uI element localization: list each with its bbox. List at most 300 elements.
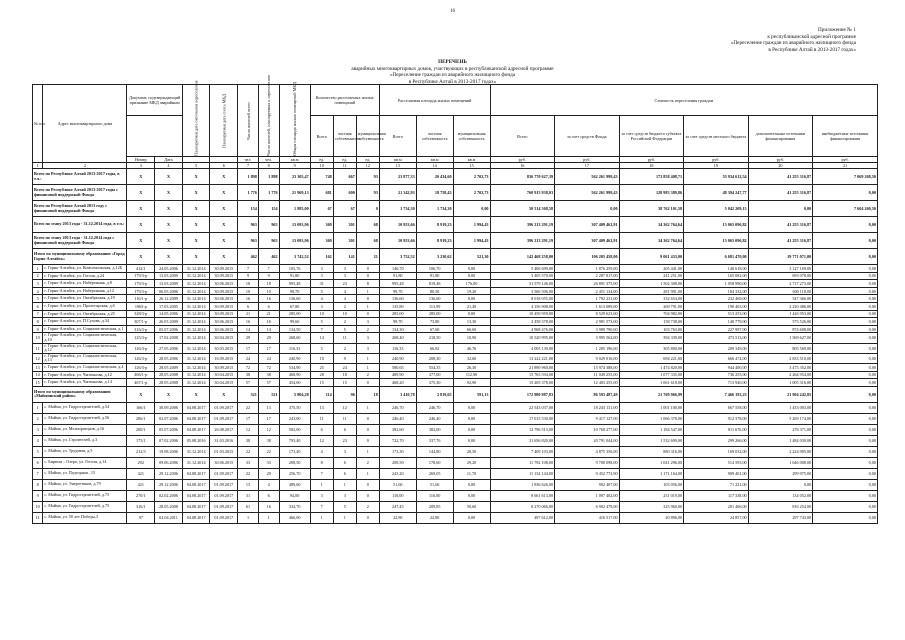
- summary-value: 41 255 316,87: [748, 217, 813, 233]
- table-cell: 1 502 308,00: [619, 280, 684, 288]
- summary-value: 0,00: [813, 233, 878, 249]
- address-cell: с. Майма, ул. Энергетиков, д.79: [43, 479, 127, 490]
- table-cell: 30.09.2015: [210, 265, 238, 273]
- table-cell: 66,82: [416, 343, 453, 353]
- summary-label: Всего по этапу 2013 года - 31.12.2014 года, в т.ч.:: [33, 217, 127, 233]
- table-cell: 0: [356, 479, 379, 490]
- table-cell: 21: [258, 310, 279, 318]
- table-cell: 4: [333, 295, 356, 303]
- unit: руб.: [748, 157, 813, 163]
- table-cell: 11: [333, 413, 356, 424]
- address-cell: г. Горно-Алтайск, ул. Набережная, д.12: [43, 287, 127, 295]
- table-cell: 704 982,00: [619, 310, 684, 318]
- address-cell: с. Майма, ул. Строителей, д.3: [43, 435, 127, 446]
- column-index: 13: [379, 163, 416, 169]
- table-row: [33, 479, 878, 490]
- table-cell: 3 127 169,00: [748, 265, 813, 273]
- table-cell: 15 205 378,00: [490, 379, 555, 387]
- table-cell: 116,33: [279, 343, 310, 353]
- table-cell: 1 876 259,00: [555, 265, 620, 273]
- table-cell: 67,60: [416, 325, 453, 333]
- table-cell: 31: [310, 280, 333, 288]
- table-cell: 0,00: [813, 402, 878, 413]
- table-cell: 2 224 905,00: [748, 446, 813, 457]
- table-cell: 5 269 174,00: [748, 413, 813, 424]
- table-cell: 31.12.2014: [182, 318, 210, 326]
- address-cell: г. Горно-Алтайск, ул. Социалистическая, д.13: [43, 353, 127, 363]
- summary-value: 172 980 987,83: [490, 386, 555, 402]
- summary-value: 1 734,30: [416, 201, 453, 217]
- table-cell: 24 857,00: [684, 512, 749, 523]
- summary-value: 20 434,60: [416, 169, 453, 185]
- table-cell: 28,50: [453, 446, 490, 457]
- table-cell: 30.09.2006: [155, 402, 183, 413]
- table-cell: 31.12.2014: [182, 353, 210, 363]
- summary-value: X: [127, 233, 155, 249]
- summary-value: 963: [258, 233, 279, 249]
- summary-value: 2 819,65: [416, 386, 453, 402]
- table-cell: 793,40: [279, 435, 310, 446]
- summary-value: X: [155, 217, 183, 233]
- summary-value: 48 394 247,77: [684, 185, 749, 201]
- table-cell: 30.06.2015: [210, 295, 238, 303]
- col-settled-total: Всего: [310, 116, 333, 157]
- table-cell: 0,00: [813, 325, 878, 333]
- table-cell: 28.05.2006: [155, 353, 183, 363]
- table-cell: 5: [33, 446, 43, 457]
- table-cell: 0: [356, 272, 379, 280]
- table-cell: 02.04.2011: [155, 512, 183, 523]
- table-cell: 325 960,00: [619, 501, 684, 512]
- table-cell: 179/3-р: [127, 280, 155, 288]
- table-cell: 02.07.2006: [155, 413, 183, 424]
- table-cell: 23: [333, 280, 356, 288]
- table-cell: 281 991,00: [619, 287, 684, 295]
- table-cell: 73,80: [416, 318, 453, 326]
- col-doc-date: Дата: [155, 157, 183, 163]
- table-cell: 31.12.2014: [182, 272, 210, 280]
- column-index: 11: [333, 163, 356, 169]
- summary-value: 86 593 487,49: [555, 386, 620, 402]
- table-cell: 30.03.2015: [210, 343, 238, 353]
- table-cell: 22,80: [379, 512, 416, 523]
- summary-value: X: [182, 201, 210, 217]
- table-cell: 2: [333, 343, 356, 353]
- summary-value: 67: [333, 201, 356, 217]
- table-cell: 0,00: [813, 333, 878, 343]
- table-cell: 33: [238, 457, 259, 468]
- summary-value: X: [127, 201, 155, 217]
- table-cell: 209 349,00: [684, 343, 749, 353]
- table-cell: 6: [333, 468, 356, 479]
- summary-row: [33, 169, 878, 185]
- table-cell: 31.12.2014: [182, 280, 210, 288]
- table-cell: 18 243 131,00: [555, 402, 620, 413]
- table-cell: 13.03.2009: [155, 280, 183, 288]
- table-cell: 7: [310, 501, 333, 512]
- table-cell: 292: [127, 457, 155, 468]
- table-cell: 51,60: [416, 479, 453, 490]
- summary-value: X: [182, 233, 210, 249]
- table-row: [33, 302, 878, 310]
- summary-value: X: [210, 249, 238, 265]
- table-row: [33, 265, 878, 273]
- summary-value: 3 742,52: [279, 249, 310, 265]
- table-cell: 208,50: [379, 457, 416, 468]
- table-cell: 91,80: [279, 272, 310, 280]
- table-cell: 268,60: [279, 333, 310, 343]
- column-index: 6: [210, 163, 238, 169]
- table-cell: 8 529 623,00: [555, 310, 620, 318]
- table-cell: 514 593,00: [684, 457, 749, 468]
- table-cell: 22 543 037,00: [490, 402, 555, 413]
- table-cell: 10: [238, 287, 259, 295]
- table-cell: 11,70: [453, 468, 490, 479]
- table-cell: 4: [258, 479, 279, 490]
- table-cell: 240,90: [379, 353, 416, 363]
- table-cell: 26.12.2009: [155, 295, 183, 303]
- table-cell: 0,00: [813, 435, 878, 446]
- table-cell: 30.09.2015: [210, 272, 238, 280]
- table-cell: 209,85: [416, 501, 453, 512]
- table-cell: 0: [356, 379, 379, 387]
- summary-value: 23 305,47: [279, 169, 310, 185]
- table-row: [33, 272, 878, 280]
- table-cell: 125/3-р: [127, 333, 155, 343]
- unit: руб.: [684, 157, 749, 163]
- summary-value: 963: [238, 233, 259, 249]
- table-cell: 1 097 402,00: [555, 490, 620, 501]
- table-cell: 126/3-р: [127, 363, 155, 371]
- table-cell: 0: [356, 413, 379, 424]
- table-cell: 909 401,00: [684, 468, 749, 479]
- summary-value: X: [127, 169, 155, 185]
- table-cell: 736 255,00: [684, 371, 749, 379]
- table-cell: 29: [258, 468, 279, 479]
- table-cell: 31.12.2014: [182, 325, 210, 333]
- table-cell: 4 968 476,00: [490, 325, 555, 333]
- table-cell: 12 403 255,00: [555, 379, 620, 387]
- table-cell: 25: [310, 363, 333, 371]
- table-cell: 135,80: [379, 302, 416, 310]
- table-cell: 547 366,00: [748, 295, 813, 303]
- table-row: [33, 353, 878, 363]
- table-cell: 3 405 570,00: [490, 272, 555, 280]
- summary-value: 307 409 462,91: [555, 233, 620, 249]
- summary-value: 5 804,28: [279, 386, 310, 402]
- table-cell: 9: [258, 272, 279, 280]
- summary-value: 562 261 999,43: [555, 169, 620, 185]
- table-cell: 489,60: [279, 479, 310, 490]
- table-cell: 8 661 613,00: [490, 490, 555, 501]
- table-cell: 944 400,00: [684, 363, 749, 371]
- table-cell: 0: [356, 512, 379, 523]
- table-cell: 15 763 594,00: [490, 371, 555, 379]
- table-cell: 6: [333, 424, 356, 435]
- table-cell: 256,70: [279, 468, 310, 479]
- table-cell: 72: [258, 363, 279, 371]
- table-cell: 0,00: [813, 371, 878, 379]
- table-cell: 29.12.2006: [155, 468, 183, 479]
- table-cell: 1: [356, 363, 379, 371]
- table-cell: 269 791,00: [619, 302, 684, 310]
- table-cell: 30.06.2015: [210, 457, 238, 468]
- table-row: [33, 446, 878, 457]
- table-cell: 1: [258, 512, 279, 523]
- table-cell: 580,65: [379, 363, 416, 371]
- table-cell: 14: [33, 371, 43, 379]
- col-settled: Количество расселяемых жилых помещений: [310, 85, 379, 116]
- table-cell: 28.05.2009: [155, 363, 183, 371]
- summary-value: 0,00: [453, 201, 490, 217]
- table-cell: 6: [258, 490, 279, 501]
- col-residents-planned: Число жителей, планируемых к переселению: [258, 85, 279, 157]
- summary-value: X: [155, 201, 183, 217]
- summary-value: 3 410,78: [379, 386, 416, 402]
- summary-row: [33, 201, 878, 217]
- table-cell: 328/3-р: [127, 310, 155, 318]
- table-cell: 8 018 055,00: [490, 295, 555, 303]
- table-cell: 05.08.2016: [182, 435, 210, 446]
- summary-value: 34 362 764,64: [619, 217, 684, 233]
- summary-value: 462: [238, 249, 259, 265]
- table-cell: 158 738,00: [619, 318, 684, 326]
- table-cell: 4 156 908,00: [490, 302, 555, 310]
- table-cell: 1 474 820,00: [619, 363, 684, 371]
- table-cell: 3: [356, 333, 379, 343]
- table-row: [33, 490, 878, 501]
- col-cost-local: за счет средств местного бюджета: [684, 116, 749, 157]
- table-cell: 21 890 960,00: [490, 363, 555, 371]
- table-cell: 1 066 378,00: [619, 413, 684, 424]
- table-cell: 3: [310, 302, 333, 310]
- title-line: «Переселение граждан из аварийного жилищного фонда: [389, 72, 516, 79]
- table-cell: 31.12.2014: [182, 371, 210, 379]
- address-cell: с. Майма, ул. Гидростроителей, д.54: [43, 402, 127, 413]
- table-cell: 0,00: [813, 379, 878, 387]
- table-cell: 10: [258, 287, 279, 295]
- table-cell: 1: [238, 512, 259, 523]
- table-cell: 0,00: [813, 501, 878, 512]
- table-cell: 13 222 221,00: [490, 353, 555, 363]
- table-cell: 16: [258, 295, 279, 303]
- table-cell: 6: [333, 457, 356, 468]
- address-cell: г. Горно-Алтайск, ул. Социалистическая, д.4: [43, 363, 127, 371]
- col-cost: Стоимость переселения граждан: [490, 85, 877, 116]
- appendix-note: [656, 27, 856, 53]
- table-cell: 2 717 273,00: [748, 280, 813, 288]
- table-cell: 667 558,00: [684, 402, 749, 413]
- table-cell: 268,40: [379, 333, 416, 343]
- table-cell: 146,70: [379, 265, 416, 273]
- table-cell: 2 833 510,00: [748, 353, 813, 363]
- table-cell: 92,90: [453, 379, 490, 387]
- col-planned-demolition: Планируемая дата сноса МКД: [210, 85, 238, 157]
- table-cell: 0,00: [453, 512, 490, 523]
- column-index: 7: [238, 163, 259, 169]
- col-cost-other: внебюджетные источники финансирования: [813, 116, 878, 157]
- table-cell: 247,45: [379, 501, 416, 512]
- unit: ед.: [356, 157, 379, 163]
- table-cell: 285,00: [279, 310, 310, 318]
- table-cell: 19,20: [453, 287, 490, 295]
- table-cell: 32,60: [453, 353, 490, 363]
- table-cell: 09.06.2006: [155, 457, 183, 468]
- summary-value: 0,00: [813, 185, 878, 201]
- summary-value: 18 758,43: [416, 185, 453, 201]
- table-cell: 6: [238, 302, 259, 310]
- table-cell: 0: [356, 424, 379, 435]
- address-cell: г. Горно-Алтайск, ул. Комсомольская, д.12Б: [43, 265, 127, 273]
- table-cell: 3: [333, 272, 356, 280]
- table-cell: 270/1: [127, 490, 155, 501]
- table-cell: 30.04.2015: [210, 371, 238, 379]
- summary-value: X: [182, 217, 210, 233]
- table-cell: 2: [356, 325, 379, 333]
- table-cell: 04.08.2017: [182, 402, 210, 413]
- summary-value: 114: [310, 386, 333, 402]
- table-cell: 190 403,00: [684, 302, 749, 310]
- table-cell: 2: [333, 302, 356, 310]
- table-cell: 13: [310, 402, 333, 413]
- summary-value: 0,00: [555, 201, 620, 217]
- table-row: [33, 310, 878, 318]
- table-cell: 10,90: [453, 333, 490, 343]
- table-cell: 0,00: [813, 353, 878, 363]
- table-cell: 1: [356, 468, 379, 479]
- table-cell: 819,48: [416, 280, 453, 288]
- table-cell: 24: [258, 353, 279, 363]
- table-cell: 1: [356, 302, 379, 310]
- table-cell: 305 800,00: [619, 343, 684, 353]
- unit: ед.: [333, 157, 356, 163]
- table-cell: 23: [333, 435, 356, 446]
- table-cell: 04.08.2017: [182, 501, 210, 512]
- address-cell: с. Майма, ул. Мелиораторов, д.16: [43, 424, 127, 435]
- summary-value: 21 342,93: [379, 185, 416, 201]
- summary-label: Всего по Республике Алтай 2013 году с финансовой поддержкой Фонда: [33, 201, 127, 217]
- summary-value: 0,00: [813, 217, 878, 233]
- table-cell: 7: [258, 265, 279, 273]
- table-cell: 9: [33, 325, 43, 333]
- summary-row: [33, 233, 878, 249]
- column-index: 3: [127, 163, 155, 169]
- table-cell: 24: [238, 353, 259, 363]
- table-cell: 489,90: [379, 371, 416, 379]
- address-cell: г. Горно-Алтайск, ул. П.Сухова, д.34: [43, 318, 127, 326]
- column-index: 12: [356, 163, 379, 169]
- table-cell: 600 118,00: [748, 287, 813, 295]
- table-cell: 0: [356, 310, 379, 318]
- table-cell: 243,20: [379, 468, 416, 479]
- table-cell: 28.05.2008: [155, 371, 183, 379]
- summary-value: X: [155, 233, 183, 249]
- summary-value: 154: [238, 201, 259, 217]
- col-cost-extra: дополнительные источники финансирования: [748, 116, 813, 157]
- table-cell: 4: [33, 287, 43, 295]
- table-cell: 24: [333, 363, 356, 371]
- address-cell: с. Майма, ул. Гидростроителей, д.56: [43, 413, 127, 424]
- table-cell: 3: [333, 265, 356, 273]
- column-index: 5: [182, 163, 210, 169]
- table-cell: 17: [258, 413, 279, 424]
- summary-value: 7 604 260,50: [813, 201, 878, 217]
- table-cell: 3 989 790,00: [555, 325, 620, 333]
- table-cell: 0: [356, 295, 379, 303]
- table-cell: 0,00: [813, 265, 878, 273]
- table-cell: 0,00: [453, 479, 490, 490]
- table-cell: 17.03.2005: [155, 302, 183, 310]
- summary-value: 13 065 096,82: [684, 233, 749, 249]
- table-cell: 1 433 003,00: [748, 402, 813, 413]
- summary-value: 141: [333, 249, 356, 265]
- table-cell: 1 205 196,00: [555, 343, 620, 353]
- table-cell: 1 836 626,00: [490, 479, 555, 490]
- table-cell: 38: [258, 371, 279, 379]
- summary-value: X: [155, 169, 183, 185]
- summary-value: 8 919,23: [416, 217, 453, 233]
- table-row: [33, 295, 878, 303]
- table-cell: 0,00: [813, 310, 878, 318]
- table-cell: 179/3-р: [127, 272, 155, 280]
- table-cell: 16: [258, 501, 279, 512]
- summary-value: 0,00: [813, 249, 878, 265]
- table-cell: 0,00: [453, 402, 490, 413]
- table-cell: 1: [33, 265, 43, 273]
- summary-value: 2 702,73: [453, 169, 490, 185]
- table-cell: 0,00: [813, 446, 878, 457]
- table-cell: 136,60: [416, 295, 453, 303]
- table-cell: 3 475 352,00: [748, 363, 813, 371]
- table-row: [33, 333, 878, 343]
- table-cell: 1 058 990,00: [684, 280, 749, 288]
- summary-value: 1 885,00: [279, 201, 310, 217]
- summary-value: 369: [310, 233, 333, 249]
- table-cell: 179/3-р: [127, 287, 155, 295]
- table-cell: 1 077 335,00: [619, 371, 684, 379]
- table-cell: 299 266,00: [684, 435, 749, 446]
- table-cell: 26,30: [453, 363, 490, 371]
- table-cell: 31: [238, 490, 259, 501]
- summary-value: 1 776: [258, 185, 279, 201]
- table-cell: 57: [258, 379, 279, 387]
- summary-value: 1 994,43: [453, 217, 490, 233]
- table-cell: 01.03.2015: [210, 446, 238, 457]
- table-cell: 9 452 772,90: [555, 468, 620, 479]
- table-cell: 103 056,00: [619, 479, 684, 490]
- table-cell: 1: [356, 287, 379, 295]
- table-cell: 0,00: [453, 490, 490, 501]
- table-cell: 05.07.2006: [155, 325, 183, 333]
- table-cell: 713 940,00: [684, 379, 749, 387]
- summary-value: X: [182, 249, 210, 265]
- summary-label: Итого по муниципальному образованию «Город Горно-Алтайск»: [33, 249, 127, 265]
- table-cell: 5: [310, 343, 333, 353]
- table-cell: 534,90: [279, 363, 310, 371]
- table-cell: 1: [356, 446, 379, 457]
- table-cell: 8: [310, 457, 333, 468]
- table-cell: 14.05.2006: [155, 310, 183, 318]
- table-cell: 3 566 506,00: [490, 287, 555, 295]
- summary-value: 1 898: [238, 169, 259, 185]
- table-cell: 12: [310, 435, 333, 446]
- table-row: [33, 280, 878, 288]
- summary-value: 41 255 316,87: [748, 233, 813, 249]
- table-cell: 24.05.2006: [155, 265, 183, 273]
- summary-value: 21 904 242,85: [748, 386, 813, 402]
- table-cell: 31.12.2014: [182, 295, 210, 303]
- table-cell: 375,50: [279, 402, 310, 413]
